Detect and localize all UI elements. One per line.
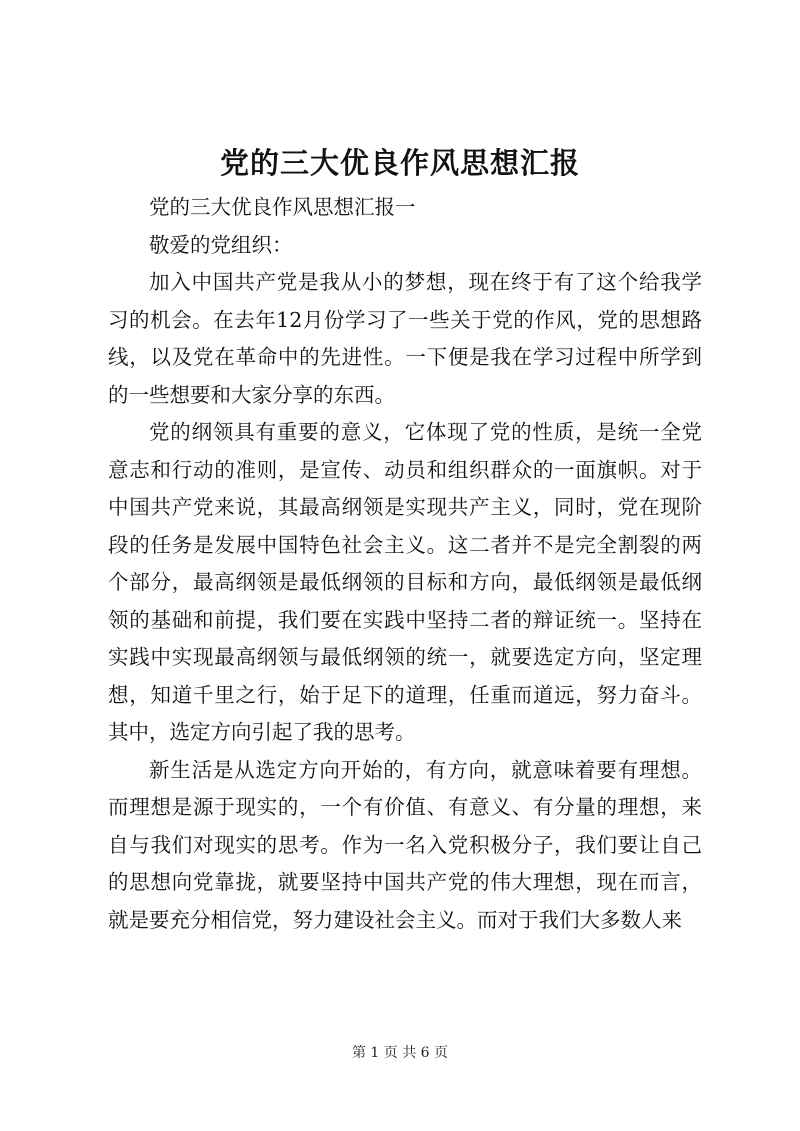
paragraph-subtitle: 党的三大优良作风思想汇报一 <box>149 195 416 219</box>
paragraph: 党的纲领具有重要的意义，它体现了党的性质，是统一全党意志和行动的准则，是宣传、动员和组织群众的一面旗帜。对于中国共产党来说，其最高纲领是实现共产主义，同时，党在现阶段的任务是发展中国特色社会主义。这二者并不是完全割裂的两个部分，最高纲领是最低纲领的目标和方向，最低纲领是最低纲领的基础和前提，我们要在实践中坚持二者的辩证统一。坚持在实践中实现最高纲领与最低纲领的统一，就要选定方向，坚定理想，知道千里之行，始于足下的道理，任重而道远，努力奋斗。其中，选定方向引起了我的思考。 <box>108 420 702 744</box>
document-body <box>108 189 702 939</box>
paragraph: 新生活是从选定方向开始的，有方向，就意味着要有理想。而理想是源于现实的，一个有价值、有意义、有分量的理想，来自与我们对现实的思考。作为一名入党积极分子，我们要让自己的思想向党靠拢，就要坚持中国共产党的伟大理想，现在而言，就是要充分相信党，努力建设社会主义。而对于我们大多数人来 <box>108 757 702 932</box>
document-title: 党的三大优良作风思想汇报 <box>219 146 580 180</box>
page-number-footer: 第 1 页 共 6 页 <box>351 1045 449 1061</box>
paragraph-salutation: 敬爱的党组织： <box>149 232 293 257</box>
paragraph: 加入中国共产党是我从小的梦想，现在终于有了这个给我学习的机会。在去年12月份学习了一些关于党的作风，党的思想路线，以及党在革命中的先进性。一下便是我在学习过程中所学到的一些想要和大家分享的东西。 <box>108 270 702 407</box>
